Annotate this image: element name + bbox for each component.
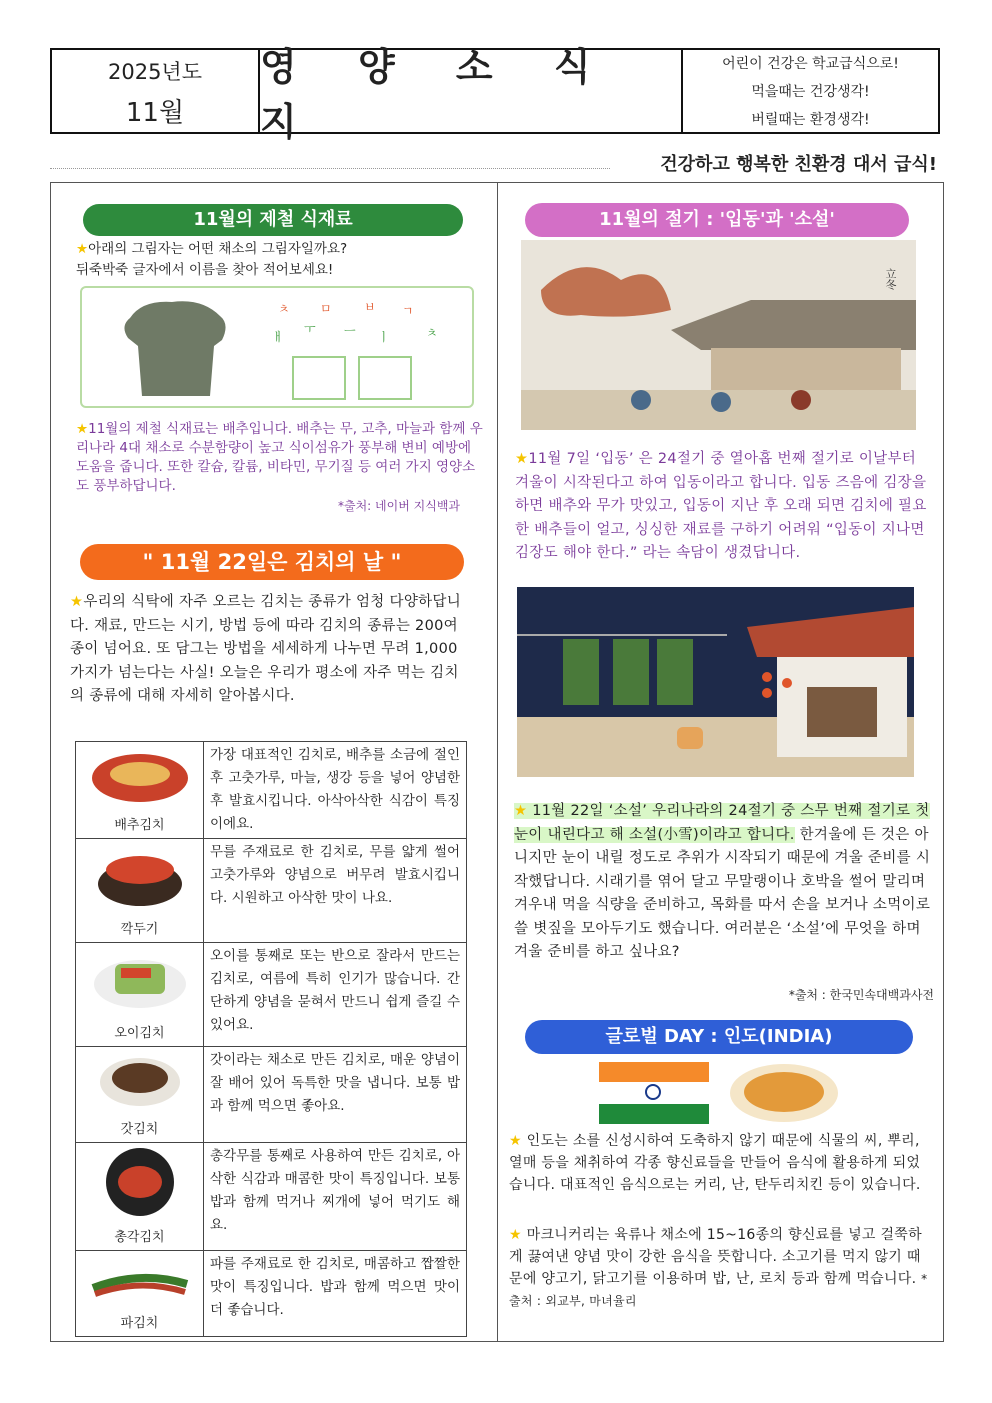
newsletter-title: 영 양 소 식 지 [260,45,615,144]
village-painting-image [521,240,916,430]
month-label: 11월 [125,98,185,128]
kimchi-name: 갓김치 [120,1122,159,1137]
quiz-letter-9: ㅊ [426,326,438,340]
kimchi-name: 오이김치 [114,1026,165,1041]
star-icon: ★ [70,594,84,610]
question-line-2: 뒤죽박죽 글자에서 이름을 찾아 적어보세요! [76,262,334,278]
global-source: *출처 : 외교부, 마녀율리 [509,1272,928,1308]
kimchi-cell [76,1047,204,1143]
kimchi-desc: 가장 대표적인 김치로, 배추를 소금에 절인 후 고춧가루, 마늘, 생강 등을 넣어 양념한 후 발효시킵니다. 아삭아삭한 식감이 특징이에요. [204,742,467,839]
kimchi-image [85,1048,195,1110]
kimchi-table [75,741,467,1337]
kimchi-intro-text: 우리의 식탁에 자주 오르는 김치는 종류가 엄청 다양하답니다. 재료, 만드는 시기, 방법 등에 따라 김치의 종류는 200여 종이 넘어요. 또 담그는 방법을 세세하게 나누면 무려 1,000가지가 넘는다는 사실! 오늘은 우리가 평소에 자주 먹는 김치의 종류에 대해 자세히 알아봅시다. [70,594,462,704]
quiz-letter-2: ㅁ [320,302,332,316]
kimchi-desc: 오이를 통째로 또는 반으로 잘라서 만드는 김치로, 여름에 특히 인기가 많습니다. 간단하게 양념을 묻혀서 만드니 쉽게 즐길 수 있어요. [204,943,467,1047]
answer-box-1[interactable] [292,356,346,400]
curry-image [728,1062,840,1124]
star-icon: ★ [76,241,89,257]
question-line-1: 아래의 그림자는 어떤 채소의 그림자일까요? [88,241,348,257]
kimchi-image [85,944,195,1014]
table-row [76,1251,467,1337]
table-row [76,943,467,1047]
seasonal-body-text: 11월의 제철 식재료는 배추입니다. 배추는 무, 고추, 마늘과 함께 우리나라 4대 채소로 수분함량이 높고 식이섬유가 풍부해 변비 예방에 도움을 줍니다. 또한 칼슘, 칼륨, 비타민, 무기질 등 여러 가지 영양소도 풍부하답니다. [76,421,483,494]
soseol-text [514,800,934,965]
star-icon: ★ [509,1133,522,1149]
seasonal-body [76,420,486,496]
solar-source: *출처 : 한국민속대백과사전 [788,988,934,1002]
ipdong-text [515,448,930,566]
motto-line-3: 버릴때는 환경생각! [751,112,870,128]
seasonal-title-banner: 11월의 제철 식재료 [83,204,463,236]
table-row [76,1143,467,1251]
kimchi-image [85,1144,195,1218]
quiz-letter-7: ㅡ [344,324,356,338]
table-row [76,839,467,943]
kimchi-cell [76,839,204,943]
kimchi-desc: 무를 주재료로 한 김치로, 무를 얇게 썰어 고춧가루와 양념으로 버무려 발효시킵니다. 시원하고 아삭한 맛이 나요. [204,839,467,943]
kimchi-desc: 갓이라는 채소로 만든 김치로, 매운 양념이 잘 배어 있어 독특한 맛을 냅니다. 보통 밥과 함께 먹으면 좋아요. [204,1047,467,1143]
kimchi-desc: 총각무를 통째로 사용하여 만든 김치로, 아삭한 식감과 매콤한 맛이 특징입니다. 보통 밥과 함께 먹거나 찌개에 넣어 먹기도 해요. [204,1143,467,1251]
star-icon: ★ [514,803,528,819]
soseol-body: 한겨울에 든 것은 아니지만 눈이 내릴 정도로 추위가 시작되기 때문에 겨울 준비를 시작했답니다. 시래기를 엮어 달고 무말랭이나 호박을 썰어 말리며 겨우내 먹을 식량을 준비하고, 목화를 따서 손을 보거나 소먹이로 쓸 볏짚을 모아두기도 했습니다. 여러분은 ‘소설’에 무엇을 하며 겨울 준비를 하고 싶나요? [514,826,931,960]
india-body-1: 인도는 소를 신성시하여 도축하지 않기 때문에 식물의 씨, 뿌리, 열매 등을 채취하여 각종 향신료들을 만들어 음식에 활용하게 되었습니다. 대표적인 음식으로는 커리, 난, 탄두리치킨 등이 있습니다. [509,1133,921,1193]
star-icon: ★ [509,1227,522,1243]
kimchi-image [85,840,195,910]
kimchi-name: 파김치 [120,1316,159,1331]
quiz-box [80,286,474,408]
kimchi-desc: 파를 주재료로 한 김치로, 매콤하고 짭짤한 맛이 특징입니다. 밥과 함께 먹으면 맛이 더 좋습니다. [204,1251,467,1337]
date-cell [52,50,260,132]
kimchi-title-banner: " 11월 22일은 김치의 날 " [80,544,464,580]
ipdong-painting [521,240,916,430]
kimchi-cell [76,742,204,839]
seasonal-question [76,239,496,281]
answer-box-2[interactable] [358,356,412,400]
quiz-letter-4: ㄱ [402,304,414,318]
motto-cell [683,50,938,132]
dotted-divider [50,168,610,169]
ipdong-body: 11월 7일 ‘입동’ 은 24절기 중 열아홉 번째 절기로 이날부터 겨울이 시작된다고 하여 입동이라고 합니다. 입동 즈음에 김장을 하면 배추와 무가 맛있고, 입동이 지난 후 오래 되면 김치에 필요한 배추들이 얼고, 싱싱한 재료를 구하기 어려워 “입동이 지나면 김장도 해야 한다.” 라는 속담이 생겼답니다. [515,451,927,561]
kimchi-cell [76,943,204,1047]
quiz-letter-3: ㅂ [364,300,376,314]
title-cell [260,45,683,144]
motto-line-2: 먹을때는 건강생각! [751,84,870,100]
kimchi-cell [76,1143,204,1251]
slogan: 건강하고 행복한 친환경 대서 급식! [660,154,937,175]
painting-signature: 立冬 [884,268,897,290]
global-day-title-banner: 글로벌 DAY : 인도(INDIA) [525,1020,913,1054]
kimchi-intro [70,591,470,709]
kimchi-image [85,744,195,806]
quiz-letter-6: ㅜ [304,322,316,336]
india-body-2: 마크니커리는 육류나 채소에 15~16종의 향신료를 넣고 걸쭉하게 끓여낸 양념 맛이 강한 음식을 뜻합니다. 소고기를 먹지 않기 때문에 양고기, 닭고기를 이용하며 밥, 난, 로치 등과 함께 먹습니다. [509,1227,922,1287]
solar-term-title-banner: 11월의 절기 : '입동'과 '소설' [525,203,909,237]
kimchi-name: 깍두기 [120,922,159,937]
quiz-letter-1: ㅊ [278,302,290,316]
india-text-1 [509,1130,934,1196]
year-label: 2025년도 [107,60,202,84]
india-flag-icon [599,1062,709,1124]
motto-line-1: 어린이 건강은 학교급식으로! [722,56,899,72]
column-divider [497,182,498,1342]
seasonal-source: *출처: 네이버 지식백과 [338,499,461,513]
kimchi-image [85,1264,195,1304]
star-icon: ★ [515,451,529,467]
quiz-letter-8: ㅣ [378,330,390,344]
soseol-illustration [517,587,914,777]
newsletter-header [50,45,940,144]
quiz-letter-5: ㅐ [272,330,284,344]
kimchi-cell [76,1251,204,1337]
table-row [76,1047,467,1143]
soseol-highlight-text: 11월 22일 ‘소설’ 우리나라의 24절기 중 스무 번째 절기로 첫눈이 내린다고 해 소설(小雪)이라고 합니다. [514,803,930,843]
kimchi-name: 배추김치 [114,818,165,833]
winter-house-image [517,587,914,777]
table-row [76,742,467,839]
star-icon: ★ [76,421,89,437]
kimchi-name: 총각김치 [114,1230,165,1245]
india-text-2 [509,1224,934,1312]
